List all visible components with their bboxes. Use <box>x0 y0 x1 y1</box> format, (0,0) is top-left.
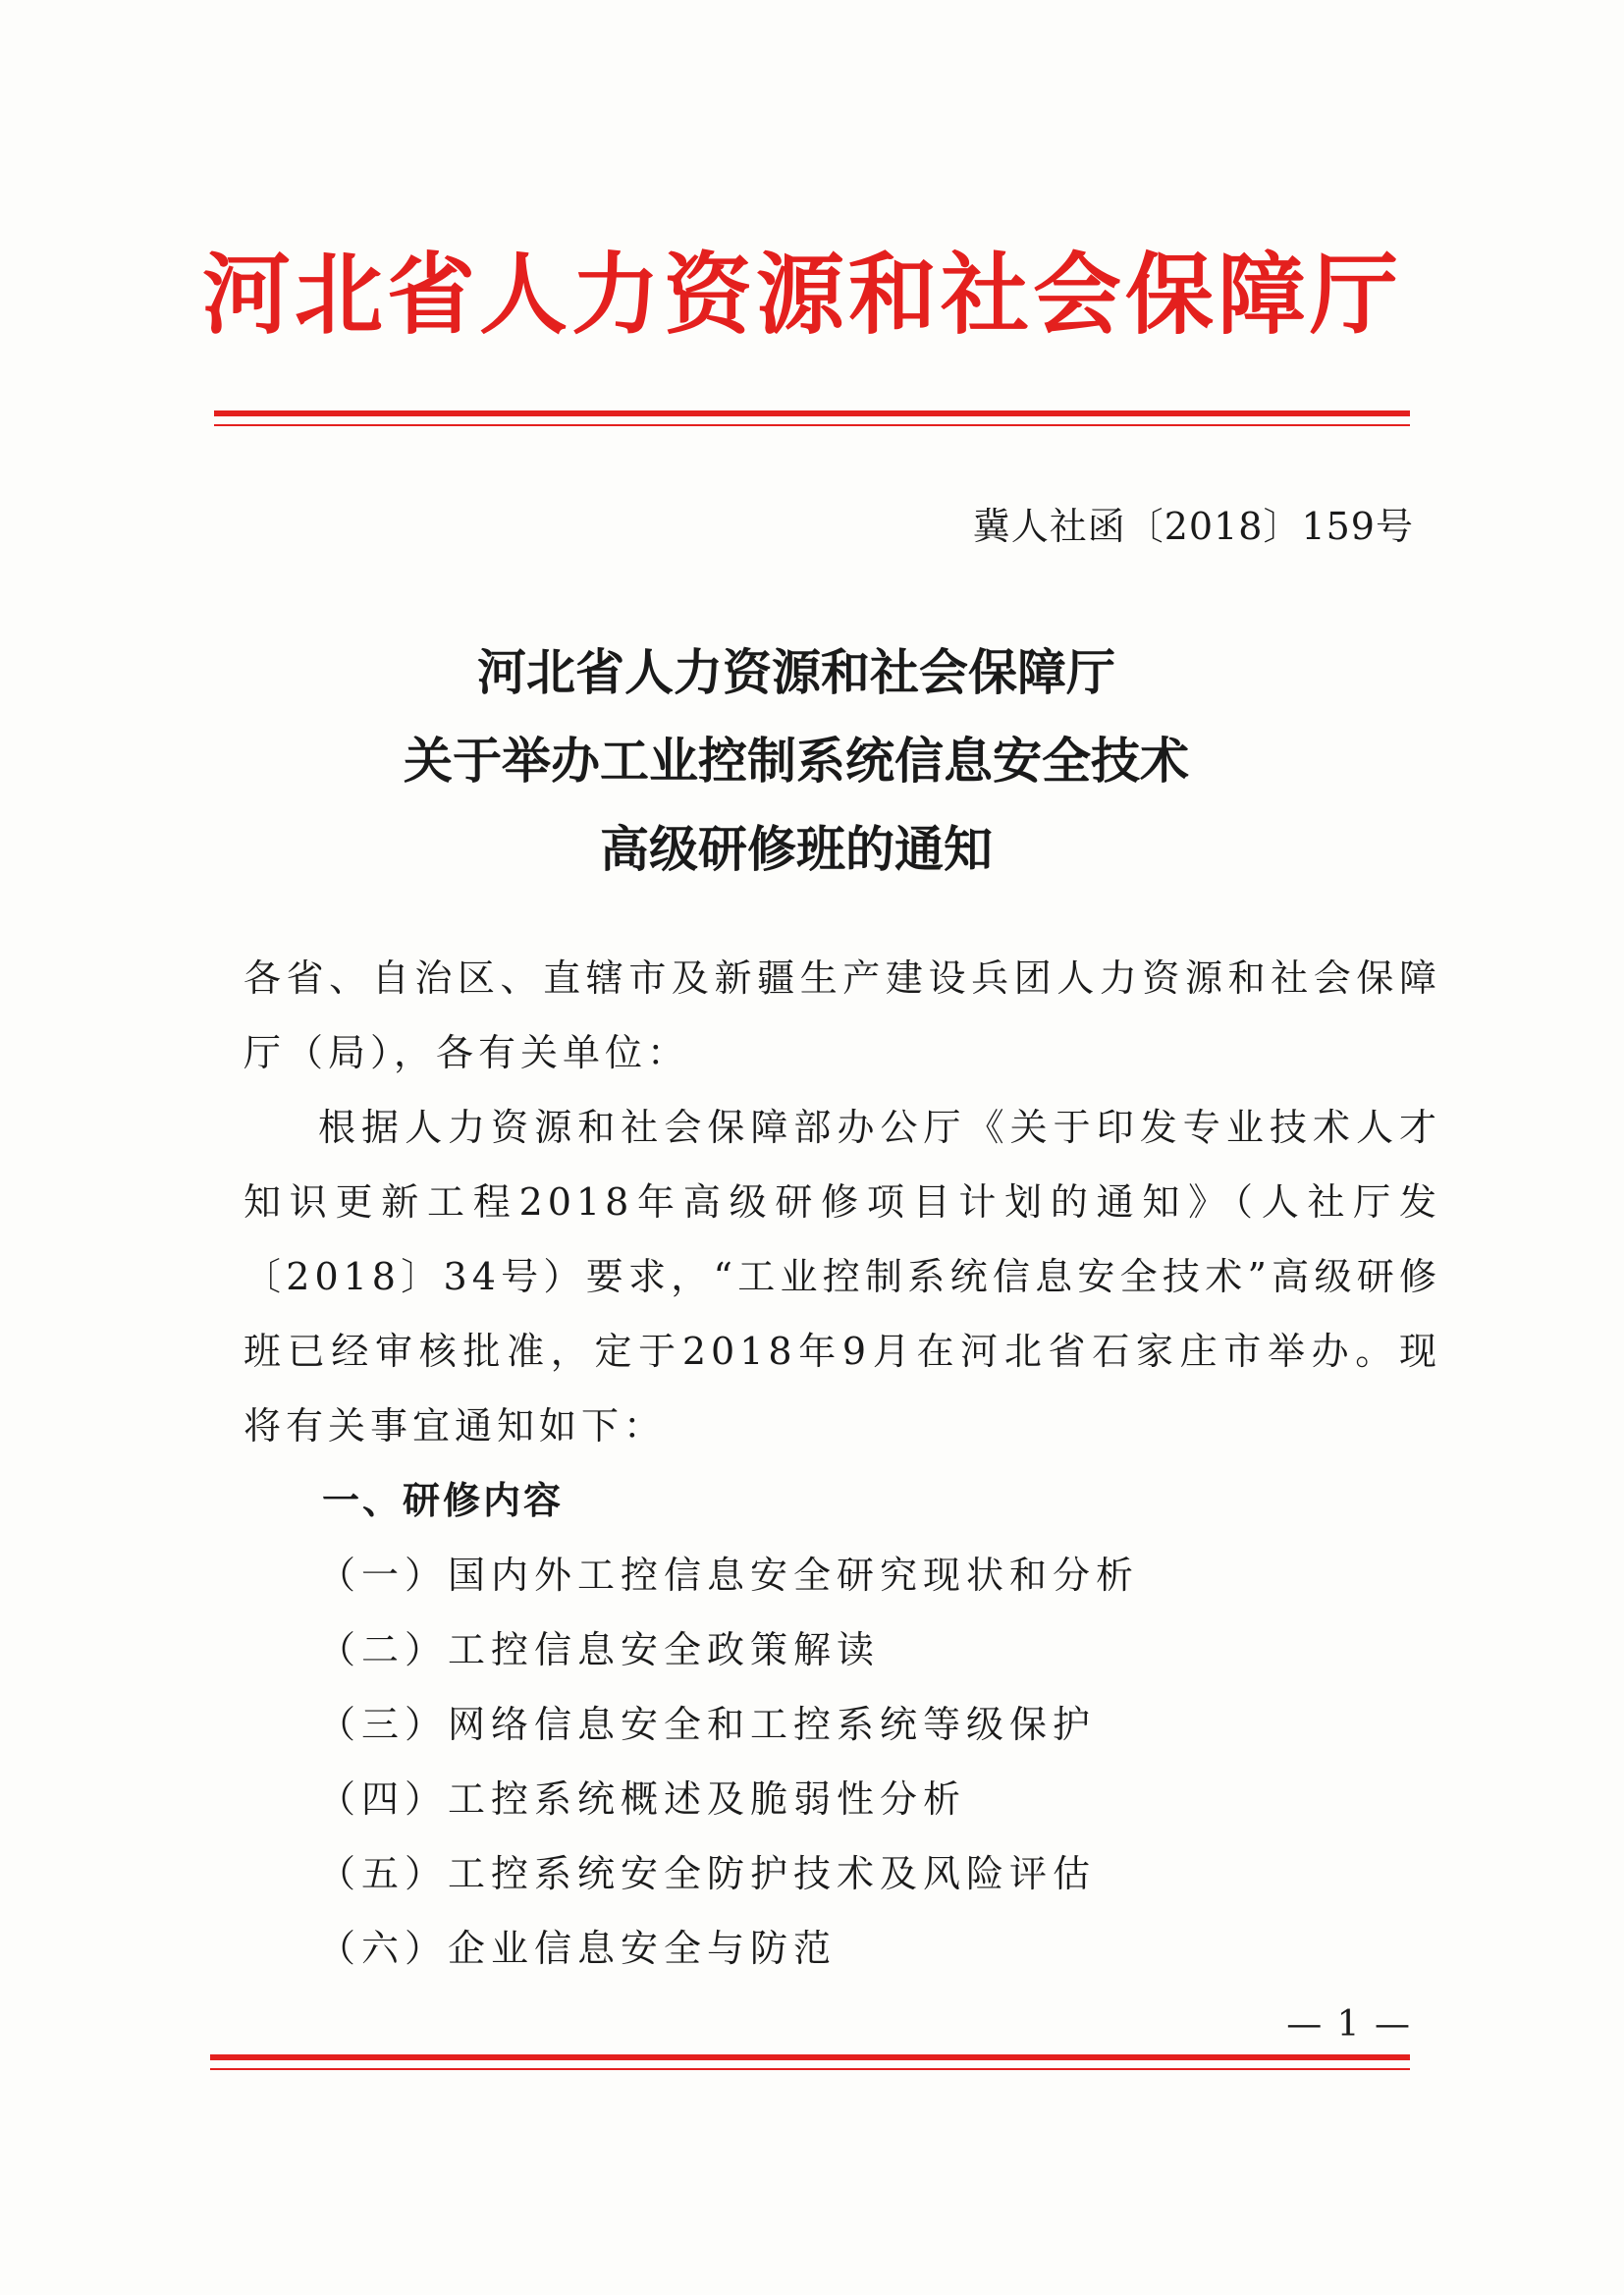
title-line-2: 关于举办工业控制系统信息安全技术 <box>404 732 1189 790</box>
salutation: 各省、自治区、直辖市及新疆生产建设兵团人力资源和社会保障厅（局），各有关单位： <box>244 956 1441 1074</box>
letterhead-red-rule-thin <box>214 424 1410 426</box>
list-item: （三）网络信息安全和工控系统等级保护 <box>318 1703 1097 1746</box>
title-line-1: 河北省人力资源和社会保障厅 <box>477 643 1115 701</box>
document-body <box>244 941 1441 1986</box>
page-number: — 1 — <box>1286 2004 1412 2045</box>
title-line-3: 高级研修班的通知 <box>600 820 993 878</box>
document-number: 冀人社函〔2018〕159号 <box>972 505 1414 548</box>
list-item: （一）国内外工控信息安全研究现状和分析 <box>318 1554 1140 1597</box>
section-heading-research-content: 一、研修内容 <box>322 1479 565 1522</box>
list-item: （五）工控系统安全防护技术及风险评估 <box>318 1852 1097 1895</box>
document-title <box>0 628 1608 894</box>
list-item: （二）工控信息安全政策解读 <box>318 1628 881 1671</box>
list-item: （四）工控系统概述及脆弱性分析 <box>318 1777 967 1821</box>
list-item: （六）企业信息安全与防范 <box>318 1927 838 1970</box>
footer-red-rule-thick <box>210 2054 1410 2060</box>
letterhead-red-rule-thick <box>214 410 1410 416</box>
letterhead-title: 河北省人力资源和社会保障厅 <box>202 243 1402 347</box>
footer-red-rule-thin <box>210 2068 1410 2070</box>
intro-paragraph: 根据人力资源和社会保障部办公厅《关于印发专业技术人才知识更新工程2018年高级研修项目计划的通知》（人社厅发〔2018〕34号）要求，“工业控制系统信息安全技术”高级研修班已经审核批准，定于2018年9月在河北省石家庄市举办。现将有关事宜通知如下： <box>244 1106 1441 1448</box>
